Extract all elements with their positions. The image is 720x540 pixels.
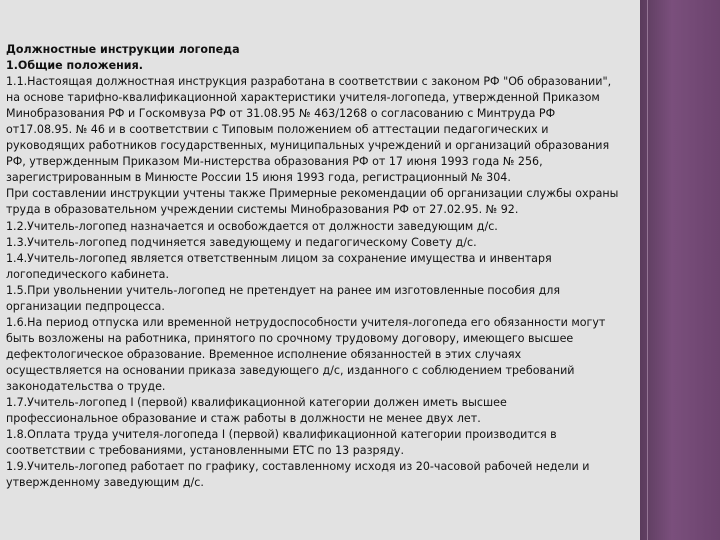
- text-line: профессиональное образование и стаж работы в должности не менее двух лет.: [6, 412, 481, 426]
- text-line: При составлении инструкции учтены также Примерные рекомендации об организации службы охраны: [6, 187, 619, 201]
- text-line: организации педпроцесса.: [6, 299, 165, 313]
- text-line: осуществляется на основании приказа заведующего д/с, изданного с соблюдением требований: [6, 363, 575, 377]
- text-line: 1.8.Оплата труда учителя-логопеда I (первой) квалификационной категории производится в: [6, 428, 557, 442]
- text-line: РФ, утвержденным Приказом Ми-нистерства образования РФ от 17 июня 1993 года № 256,: [6, 155, 543, 169]
- text-line: 1.9.Учитель-логопед работает по графику, составленному исходя из 20-часовой рабочей недели и: [6, 460, 590, 474]
- text-line: соответствии с требованиями, установленными ЕТС по 13 разряду.: [6, 444, 404, 458]
- text-line: быть возложены на работника, принятого по срочному трудовому договору, имеющего высшее: [6, 331, 574, 345]
- text-line: Минобразования РФ и Госкомвуза РФ от 31.08.95 № 463/1268 о согласованию с Минтруда РФ: [6, 107, 556, 121]
- section-heading: 1.Общие положения.: [6, 59, 143, 73]
- text-line: 1.7.Учитель-логопед I (первой) квалификационной категории должен иметь высшее: [6, 396, 507, 410]
- text-line: законодательства о труде.: [6, 379, 166, 393]
- text-line: зарегистрированным в Минюсте России 15 июня 1993 года, регистрационный № 304.: [6, 171, 511, 185]
- document-title: Должностные инструкции логопеда: [6, 43, 240, 56]
- text-line: труда в образовательном учреждении системы Минобразования РФ от 27.02.95. № 92.: [6, 203, 519, 217]
- text-line: дефектологическое образование. Временное исполнение обязанностей в этих случаях: [6, 347, 522, 361]
- text-line: от17.08.95. № 46 и в соответствии с Типовым положением об аттестации педагогических и: [6, 123, 549, 137]
- text-line: 1.6.На период отпуска или временной нетрудоспособности учителя-логопеда его обязанности могут: [6, 315, 606, 329]
- text-line: 1.2.Учитель-логопед назначается и освобождается от должности заведующим д/с.: [6, 219, 498, 233]
- text-line: руководящих работников государственных, муниципальных учреждений и организаций образования: [6, 139, 610, 153]
- text-line: утвержденному заведующим д/с.: [6, 476, 204, 490]
- text-line: 1.3.Учитель-логопед подчиняется заведующему и педагогическому Совету д/с.: [6, 235, 477, 249]
- text-line: логопедического кабинета.: [6, 267, 169, 281]
- text-line: 1.5.При увольнении учитель-логопед не претендует на ранее им изготовленные пособия для: [6, 283, 561, 297]
- document-text: [6, 42, 682, 491]
- text-line: 1.1.Настоящая должностная инструкция разработана в соответствии с законом РФ "Об образовании",: [6, 75, 612, 89]
- text-line: 1.4.Учитель-логопед является ответственным лицом за сохранение имущества и инвентаря: [6, 251, 552, 265]
- text-line: на основе тарифно-квалификационной характеристики учителя-логопеда, утвержденной Приказом: [6, 91, 600, 105]
